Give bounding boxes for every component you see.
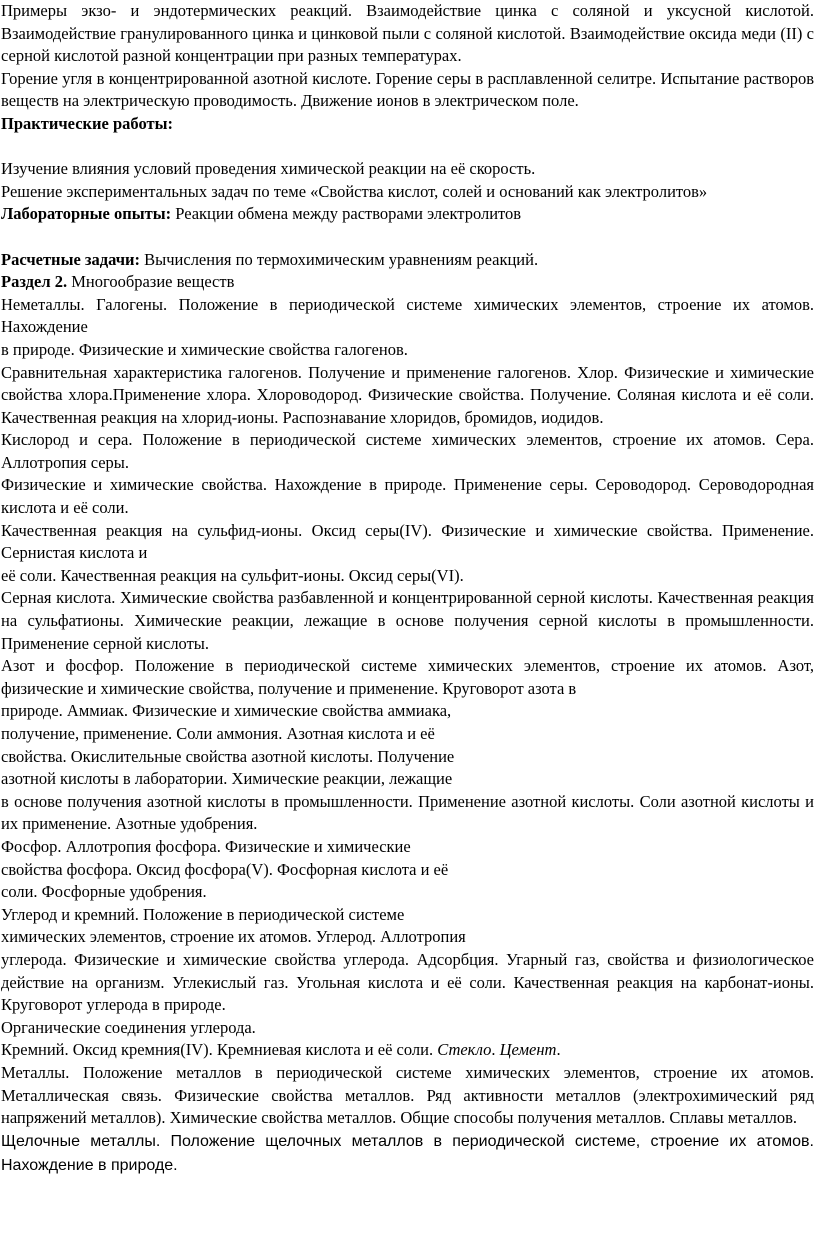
- section-2-title: Многообразие веществ: [67, 272, 235, 292]
- silicon-separator: .: [491, 1040, 500, 1060]
- calc-tasks-line: [1, 249, 814, 272]
- paragraph-phosphorus-allotropy: Фосфор. Аллотропия фосфора. Физические и химические: [1, 836, 411, 856]
- practical-works-label: Практические работы:: [1, 113, 173, 133]
- lab-experiments-label: Лабораторные опыты:: [1, 204, 172, 224]
- paragraph-sulfite-ions: её соли. Качественная реакция на сульфит-ионы. Оксид серы(VI).: [1, 565, 464, 585]
- silicon-end: .: [556, 1040, 561, 1060]
- calc-tasks-text: Вычисления по термохимическим уравнениям реакций.: [140, 249, 539, 269]
- practical-works-heading: [1, 113, 814, 136]
- paragraph-halogens-nature: в природе. Физические и химические свойства галогенов.: [1, 339, 408, 359]
- paragraph-exo-endo-reactions: Примеры экзо- и эндотермических реакций. Взаимодействие цинка с соляной и уксусной кислотой. Взаимодействие гранулированного цинка и цинковой пыли с соляной кислотой. Взаимодействие оксида меди (II) с серной кислотой разной концентрации при разных температурах.: [1, 1, 814, 66]
- paragraph-organic-carbon: Органические соединения углерода.: [1, 1017, 256, 1037]
- practical-work-2: Решение экспериментальных задач по теме «Свойства кислот, солей и оснований как электролитов»: [1, 181, 708, 201]
- paragraph-phosphorus-properties: свойства фосфора. Оксид фосфора(V). Фосфорная кислота и её: [1, 859, 449, 879]
- paragraph-sulfide-ions: Качественная реакция на сульфид-ионы. Оксид серы(IV). Физические и химические свойства. Применение. Сернистая кислота и: [1, 520, 814, 563]
- silicon-text: Кремний. Оксид кремния(IV). Кремниевая кислота и её соли.: [1, 1040, 438, 1060]
- paragraph-halogens-comparison: Сравнительная характеристика галогенов. Получение и применение галогенов. Хлор. Физические и химические свойства хлора.Применение хлора. Хлороводород. Физические свойства. Получение. Соляная кислота и её соли. Качественная реакция на хлорид-ионы. Распознавание хлоридов, бромидов, иодидов.: [1, 362, 814, 427]
- blank-line: [1, 226, 814, 249]
- paragraph-phosphate-fertilizers: соли. Фосфорные удобрения.: [1, 882, 207, 902]
- cement-term: Цемент: [499, 1040, 557, 1060]
- paragraph-nitric-acid-industry: в основе получения азотной кислоты в промышленности. Применение азотной кислоты. Соли азотной кислоты и их применение. Азотные удобрения.: [1, 791, 814, 834]
- calc-tasks-label: Расчетные задачи:: [1, 249, 141, 269]
- paragraph-combustion-conductivity: Горение угля в концентрированной азотной кислоте. Горение серы в расплавленной селитре. Испытание растворов веществ на электрическую проводимость. Движение ионов в электрическом поле.: [1, 68, 814, 111]
- blank-line: [1, 136, 814, 159]
- paragraph-sulfuric-acid: Серная кислота. Химические свойства разбавленной и концентрированной серной кислоты. Качественная реакция на сульфатионы. Химические реакции, лежащие в основе получения серной кислоты в промышленности. Применение серной кислоты.: [1, 588, 814, 653]
- lab-experiments-text: Реакции обмена между растворами электролитов: [171, 204, 522, 224]
- lab-experiments-line: [1, 203, 814, 226]
- section-2-label: Раздел 2.: [1, 272, 68, 292]
- paragraph-carbon-properties: углерода. Физические и химические свойства углерода. Адсорбция. Угарный газ, свойства и физиологическое действие на организм. Углекислый газ. Угольная кислота и её соли. Качественная реакция на карбонат-ионы. Круговорот углерода в природе.: [1, 949, 814, 1015]
- paragraph-carbon-allotropy: химических элементов, строение их атомов. Углерод. Аллотропия: [1, 927, 466, 947]
- glass-term: Стекло: [437, 1040, 492, 1060]
- paragraph-nitrogen-phosphorus: Азот и фосфор. Положение в периодической системе химических элементов, строение их атомов. Азот, физические и химические свойства, получение и применение. Круговорот азота в: [1, 656, 814, 698]
- paragraph-nitric-acid-lab: азотной кислоты в лаборатории. Химические реакции, лежащие: [1, 769, 453, 789]
- practical-work-1: Изучение влияния условий проведения химической реакции на её скорость.: [1, 159, 536, 179]
- paragraph-ammonia: природе. Аммиак. Физические и химические свойства аммиака,: [1, 701, 452, 721]
- paragraph-alkali-metals: Щелочные металлы. Положение щелочных металлов в периодической системе, строение их атомов. Нахождение в природе.: [1, 1132, 814, 1174]
- paragraph-ammonium-salts: получение, применение. Соли аммония. Азотная кислота и её: [1, 724, 435, 743]
- paragraph-nonmetals-halogens: Неметаллы. Галогены. Положение в периодической системе химических элементов, строение их атомов. Нахождение: [1, 294, 814, 337]
- paragraph-metals: Металлы. Положение металлов в периодической системе химических элементов, строение их атомов. Металлическая связь. Физические свойства металлов. Ряд активности металлов (электрохимический ряд напряжений металлов). Химические свойства металлов. Общие способы получения металлов. Сплавы металлов.: [1, 1062, 814, 1128]
- paragraph-sulfur-properties: Физические и химические свойства. Нахождение в природе. Применение серы. Сероводород. Сероводородная кислота и её соли.: [1, 475, 814, 518]
- paragraph-oxygen-sulfur: Кислород и сера. Положение в периодической системе химических элементов, строение их атомов. Сера. Аллотропия серы.: [1, 430, 814, 472]
- section-2-heading: [1, 271, 814, 294]
- paragraph-silicon: [1, 1039, 814, 1062]
- paragraph-carbon-silicon: Углерод и кремний. Положение в периодической системе: [1, 904, 405, 924]
- paragraph-nitric-acid-properties: свойства. Окислительные свойства азотной кислоты. Получение: [1, 746, 455, 766]
